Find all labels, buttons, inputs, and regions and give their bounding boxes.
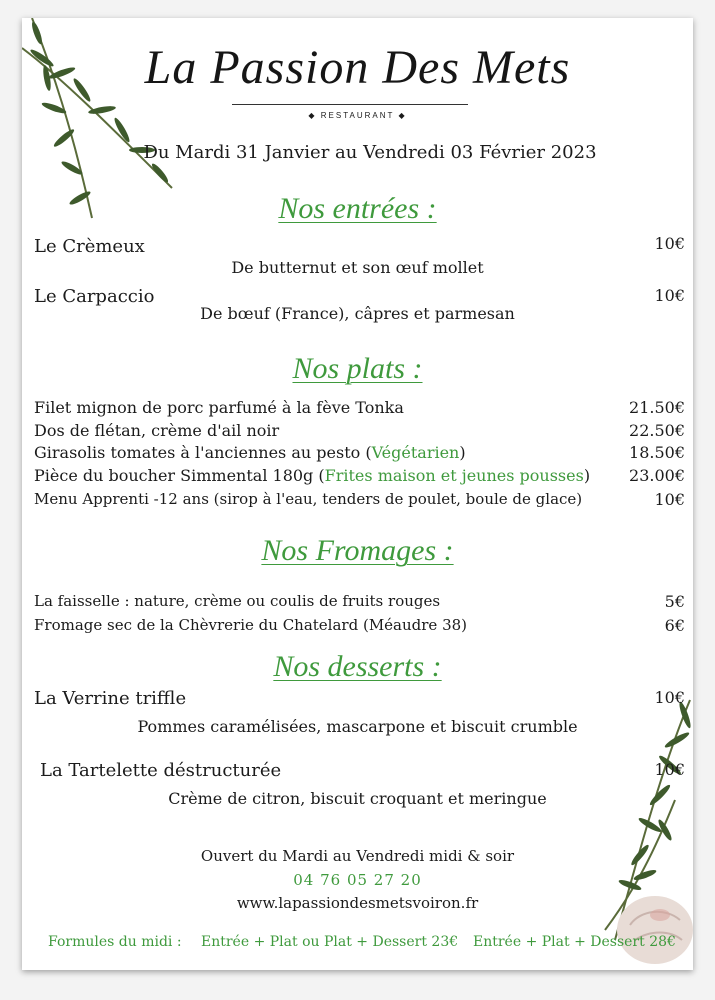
section-plats-heading: Nos plats : [292, 352, 423, 385]
dish-price: 5€ [664, 592, 685, 611]
dish-price: 10€ [654, 688, 685, 707]
dish-name: Le Carpaccio [34, 286, 155, 307]
dish-name: Girasolis tomates à l'anciennes au pesto (Végétarien) [34, 443, 466, 462]
formula-option-2: Entrée + Plat + Dessert 28€ [473, 934, 676, 950]
restaurant-name: La Passion Des Mets [144, 41, 571, 94]
dish-price: 10€ [654, 286, 685, 305]
phone-number[interactable]: 04 76 05 27 20 [293, 871, 422, 889]
dish-price: 18.50€ [629, 443, 685, 462]
dish-description: Pommes caramélisées, mascarpone et biscuit crumble [137, 717, 578, 736]
dish-name: Fromage sec de la Chèvrerie du Chatelard (Méaudre 38) [34, 616, 468, 634]
dish-price: 10€ [654, 760, 685, 779]
dish-price: 10€ [654, 234, 685, 253]
diamond-icon: ◆ [308, 111, 321, 120]
dish-name: La faisselle : nature, crème ou coulis de fruits rouges [34, 592, 441, 610]
dish-name: Filet mignon de porc parfumé à la fève Tonka [34, 398, 404, 417]
dish-name: Le Crèmeux [34, 236, 145, 257]
dish-note: Végétarien [371, 443, 460, 462]
dish-name: La Verrine triffle [34, 688, 187, 709]
dish-price: 6€ [664, 616, 685, 635]
section-entrees-heading: Nos entrées : [278, 192, 437, 225]
dish-description: De bœuf (France), câpres et parmesan [200, 304, 515, 323]
menu-period: Du Mardi 31 Janvier au Vendredi 03 Février 2023 [143, 142, 597, 163]
opening-hours: Ouvert du Mardi au Vendredi midi & soir [200, 847, 515, 865]
section-desserts-heading: Nos desserts : [273, 650, 442, 683]
dish-note: Frites maison et jeunes pousses [324, 466, 584, 485]
dish-price: 23.00€ [629, 466, 685, 485]
dish-name: Dos de flétan, crème d'ail noir [34, 421, 280, 440]
restaurant-tagline: ◆ RESTAURANT ◆ [308, 111, 407, 120]
section-fromages-heading: Nos Fromages : [261, 534, 454, 567]
diamond-icon: ◆ [394, 111, 407, 120]
dish-price: 10€ [654, 490, 685, 509]
dish-name: Pièce du boucher Simmental 180g (Frites maison et jeunes pousses) [34, 466, 591, 485]
formulas-label: Formules du midi : [48, 934, 182, 950]
dish-price: 22.50€ [629, 421, 685, 440]
dish-name: Menu Apprenti -12 ans (sirop à l'eau, tenders de poulet, boule de glace) [34, 490, 583, 508]
dish-price: 21.50€ [629, 398, 685, 417]
dish-name: La Tartelette déstructurée [40, 760, 282, 781]
formula-option-1: Entrée + Plat ou Plat + Dessert 23€ [201, 934, 459, 950]
dish-description: De butternut et son œuf mollet [231, 258, 484, 277]
title-underline [232, 104, 468, 105]
dish-description: Crème de citron, biscuit croquant et meringue [168, 789, 547, 808]
website-link[interactable]: www.lapassiondesmetsvoiron.fr [236, 894, 479, 912]
